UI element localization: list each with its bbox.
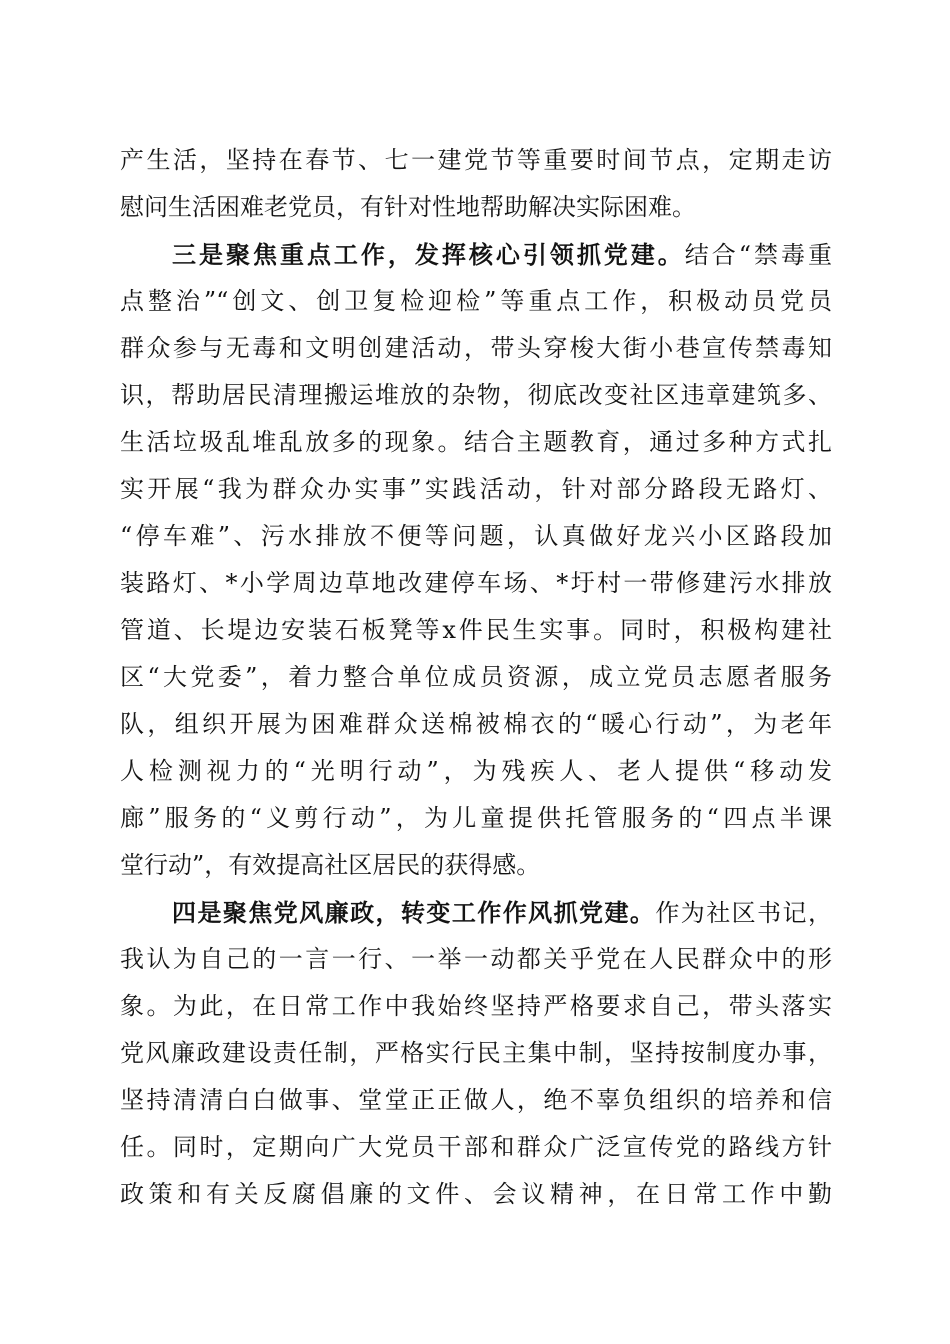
paragraph-heading: 四是聚焦党风廉政，转变工作作风抓党建。: [172, 898, 656, 927]
line-text: 结合“禁毒重: [684, 241, 832, 269]
text-line: [120, 137, 832, 184]
text-line: [120, 372, 832, 419]
line-text: 区“大党委”，着力整合单位成员资源，成立党员志愿者服务: [120, 663, 832, 691]
line-text: 象。为此，在日常工作中我始终坚持严格要求自己，带头落实: [120, 992, 832, 1020]
text-line: [120, 184, 832, 231]
text-line: [120, 419, 832, 466]
text-line: [120, 607, 832, 654]
line-text: 堂行动”，有效提高社区居民的获得感。: [120, 851, 541, 879]
text-line: [120, 560, 832, 607]
text-line: [120, 1030, 832, 1077]
text-line: [120, 842, 832, 889]
text-line: [120, 1124, 832, 1171]
line-text: 生活垃圾乱堆乱放多的现象。结合主题教育，通过多种方式扎: [120, 428, 832, 456]
text-line: [120, 466, 832, 513]
text-line: [120, 983, 832, 1030]
line-text: 我认为自己的一言一行、一举一动都关乎党在人民群众中的形: [120, 945, 832, 973]
line-text: 党风廉政建设责任制，严格实行民主集中制，坚持按制度办事，: [120, 1039, 832, 1067]
paragraph-focus-key-work: [120, 231, 832, 889]
line-text: 政策和有关反腐倡廉的文件、会议精神，在日常工作中勤: [120, 1180, 832, 1208]
line-text: 坚持清清白白做事、堂堂正正做人，绝不辜负组织的培养和信: [120, 1086, 832, 1114]
paragraph-party-conduct: [120, 889, 832, 1218]
paragraph-continuation: [120, 137, 832, 231]
line-text: 装路灯、*小学周边草地改建停车场、*圩村一带修建污水排放: [120, 569, 832, 597]
line-text: 群众参与无毒和文明创建活动，带头穿梭大街小巷宣传禁毒知: [120, 334, 832, 362]
text-line: [120, 936, 832, 983]
line-text: 管道、长堤边安装石板凳等x件民生实事。同时，积极构建社: [120, 616, 832, 644]
text-line: [120, 748, 832, 795]
text-line: [120, 1171, 832, 1218]
line-text: 廊”服务的“义剪行动”，为儿童提供托管服务的“四点半课: [120, 804, 832, 832]
line-text: 点整治”“创文、创卫复检迎检”等重点工作，积极动员党员: [120, 287, 832, 315]
line-text: 任。同时，定期向广大党员干部和群众广泛宣传党的路线方针: [120, 1133, 832, 1161]
text-line: [120, 701, 832, 748]
document-body: [120, 137, 832, 1218]
paragraph-heading: 三是聚焦重点工作，发挥核心引领抓党建。: [172, 240, 685, 269]
text-line: [120, 278, 832, 325]
line-text: 慰问生活困难老党员，有针对性地帮助解决实际困难。: [120, 193, 696, 221]
line-text: 作为社区书记，: [655, 899, 832, 927]
line-text: 实开展“我为群众办实事”实践活动，针对部分路段无路灯、: [120, 475, 832, 503]
text-line: [120, 513, 832, 560]
line-text: “停车难”、污水排放不便等问题，认真做好龙兴小区路段加: [120, 522, 832, 550]
line-text: 识，帮助居民清理搬运堆放的杂物，彻底改变社区违章建筑多、: [120, 381, 832, 409]
text-line: [120, 889, 832, 936]
text-line: [120, 795, 832, 842]
line-text: 队，组织开展为困难群众送棉被棉衣的“暖心行动”，为老年: [120, 710, 832, 738]
text-line: [120, 654, 832, 701]
text-line: [120, 1077, 832, 1124]
line-text: 人检测视力的“光明行动”，为残疾人、老人提供“移动发: [120, 757, 832, 785]
text-line: [120, 231, 832, 278]
text-line: [120, 325, 832, 372]
line-text: 产生活，坚持在春节、七一建党节等重要时间节点，定期走访: [120, 146, 832, 174]
